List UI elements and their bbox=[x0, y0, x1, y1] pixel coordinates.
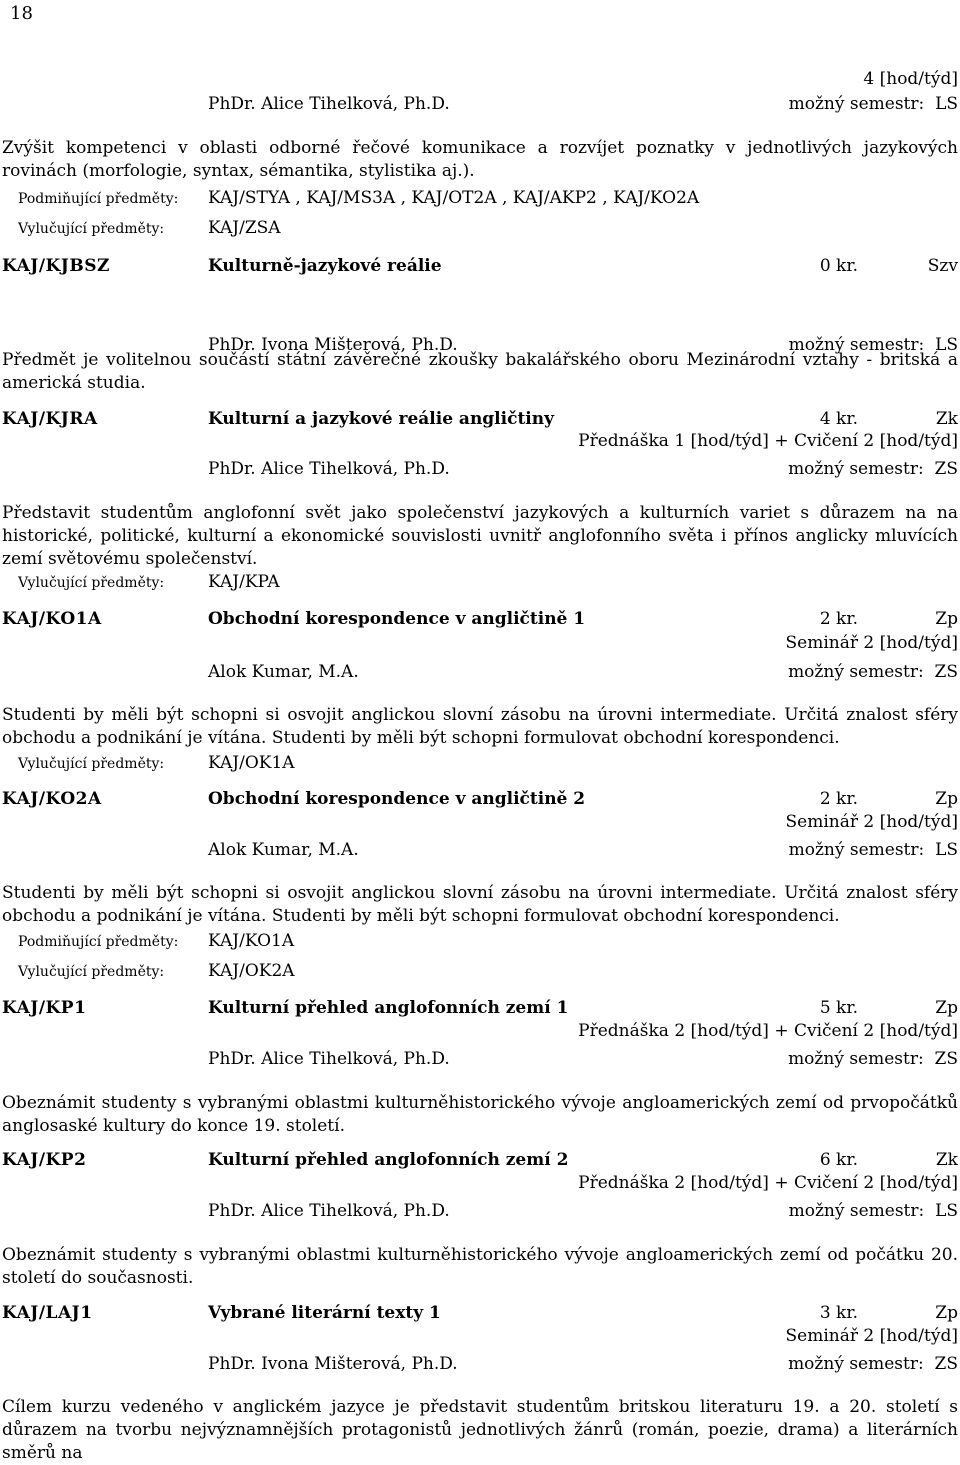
course-header bbox=[0, 788, 960, 811]
course-header bbox=[0, 997, 960, 1020]
course-header bbox=[0, 408, 960, 431]
course-credits: 3 kr. bbox=[819, 1303, 858, 1323]
course-name: Vybrané literární texty 1 bbox=[208, 1303, 441, 1323]
course-description: Cílem kurzu vedeného v anglickém jazyce je představit studentům britskou literaturu 19. a 20. století s důrazem na tvorbu nejvýznamnějších protagonistů jednotlivých žánrů (román, poezie, drama) a literárních směrů na bbox=[2, 1397, 958, 1463]
course-hours-line bbox=[0, 1172, 960, 1195]
course-hours-line bbox=[0, 1020, 960, 1043]
course-hours-line bbox=[0, 811, 960, 834]
top-excl: Vylučující předměty: KAJ/ZSA bbox=[18, 218, 281, 238]
course-code: KAJ/KP1 bbox=[2, 998, 87, 1018]
course-name: Kulturně-jazykové reálie bbox=[208, 256, 442, 276]
course-teacher-line bbox=[0, 1200, 960, 1223]
course-semester: možný semestr: LS bbox=[788, 1201, 958, 1221]
course-code: KAJ/LAJ1 bbox=[2, 1303, 93, 1323]
course-teacher-line bbox=[0, 458, 960, 481]
course-teacher: PhDr. Ivona Mišterová, Ph.D. bbox=[208, 335, 458, 355]
course-hours: Přednáška 2 [hod/týd] + Cvičení 2 [hod/týd] bbox=[578, 1021, 958, 1041]
course-header bbox=[0, 255, 960, 278]
course-prereq: Podmiňující předměty: KAJ/KO1A bbox=[18, 931, 295, 951]
course-completion: Zp bbox=[935, 609, 958, 629]
course-teacher: Alok Kumar, M.A. bbox=[208, 840, 359, 860]
course-code: KAJ/KO2A bbox=[2, 789, 102, 809]
course-credits: 0 kr. bbox=[819, 256, 858, 276]
page-number: 18 bbox=[10, 3, 33, 24]
top-hours-line bbox=[0, 68, 960, 91]
course-code: KAJ/KO1A bbox=[2, 609, 102, 629]
top-description: Zvýšit kompetenci v oblasti odborné řečové komunikace a rozvíjet poznatky v jednotlivých jazykových rovinách (morfologie, syntax, sémantika, stylistika aj.). bbox=[2, 138, 958, 181]
course-semester: možný semestr: ZS bbox=[788, 1354, 958, 1374]
course-teacher: PhDr. Alice Tihelková, Ph.D. bbox=[208, 459, 450, 479]
course-teacher: PhDr. Alice Tihelková, Ph.D. bbox=[208, 1201, 450, 1221]
course-completion: Zk bbox=[935, 1150, 958, 1170]
course-completion: Zk bbox=[935, 409, 958, 429]
course-hours: Přednáška 2 [hod/týd] + Cvičení 2 [hod/týd] bbox=[578, 1173, 958, 1193]
course-semester: možný semestr: ZS bbox=[788, 1049, 958, 1069]
course-teacher-line bbox=[0, 839, 960, 862]
course-credits: 4 kr. bbox=[819, 409, 858, 429]
course-credits: 6 kr. bbox=[819, 1150, 858, 1170]
course-excl: Vylučující předměty: KAJ/KPA bbox=[18, 572, 280, 592]
course-description: Studenti by měli být schopni si osvojit anglickou slovní zásobu na úrovni intermediate. Určitá znalost sféry obchodu a podnikání je vítána. Studenti by měli být schopni formulovat obchodní korespondenci. bbox=[2, 705, 958, 748]
course-hours-line bbox=[0, 1325, 960, 1348]
course-code: KAJ/KP2 bbox=[2, 1150, 87, 1170]
course-header bbox=[0, 1149, 960, 1172]
course-completion: Zp bbox=[935, 789, 958, 809]
course-hours-line bbox=[0, 632, 960, 655]
course-description: Obeznámit studenty s vybranými oblastmi kulturněhistorického vývoje angloamerických zemí od prvopočátků anglosaské kultury do konce 19. století. bbox=[2, 1093, 958, 1136]
course-hours-line bbox=[0, 430, 960, 453]
course-hours: Seminář 2 [hod/týd] bbox=[785, 633, 958, 653]
course-credits: 5 kr. bbox=[819, 998, 858, 1018]
course-credits: 2 kr. bbox=[819, 789, 858, 809]
course-header bbox=[0, 1302, 960, 1325]
course-teacher-line bbox=[0, 1353, 960, 1376]
course-semester: možný semestr: ZS bbox=[788, 662, 958, 682]
top-semester: možný semestr: LS bbox=[788, 94, 958, 114]
course-name: Kulturní přehled anglofonních zemí 1 bbox=[208, 998, 569, 1018]
course-hours: Přednáška 1 [hod/týd] + Cvičení 2 [hod/týd] bbox=[578, 431, 958, 451]
course-semester: možný semestr: LS bbox=[788, 840, 958, 860]
course-code: KAJ/KJBSZ bbox=[2, 256, 110, 276]
course-teacher: PhDr. Alice Tihelková, Ph.D. bbox=[208, 1049, 450, 1069]
course-excl: Vylučující předměty: KAJ/OK1A bbox=[18, 753, 295, 773]
top-teacher-line bbox=[0, 93, 960, 116]
course-hours: Seminář 2 [hod/týd] bbox=[785, 812, 958, 832]
course-name: Obchodní korespondence v angličtině 1 bbox=[208, 609, 586, 629]
top-hours: 4 [hod/týd] bbox=[863, 69, 958, 89]
course-description: Předmět je volitelnou součástí státní závěrečné zkoušky bakalářského oboru Mezinárodní vztahy - britská a americká studia. bbox=[2, 350, 958, 393]
course-credits: 2 kr. bbox=[819, 609, 858, 629]
course-hours: Seminář 2 [hod/týd] bbox=[785, 1326, 958, 1346]
course-name: Obchodní korespondence v angličtině 2 bbox=[208, 789, 586, 809]
course-completion: Zp bbox=[935, 998, 958, 1018]
course-description: Studenti by měli být schopni si osvojit anglickou slovní zásobu na úrovni intermediate. Určitá znalost sféry obchodu a podnikání je vítána. Studenti by měli být schopni formulovat obchodní korespondenci. bbox=[2, 883, 958, 926]
top-prereq: Podmiňující předměty: KAJ/STYA , KAJ/MS3A , KAJ/OT2A , KAJ/AKP2 , KAJ/KO2A bbox=[18, 188, 700, 208]
course-code: KAJ/KJRA bbox=[2, 409, 98, 429]
top-teacher: PhDr. Alice Tihelková, Ph.D. bbox=[208, 94, 450, 114]
course-semester: možný semestr: ZS bbox=[788, 459, 958, 479]
course-name: Kulturní přehled anglofonních zemí 2 bbox=[208, 1150, 569, 1170]
course-description: Obeznámit studenty s vybranými oblastmi kulturněhistorického vývoje angloamerických zemí od počátku 20. století do současnosti. bbox=[2, 1245, 958, 1288]
course-completion: Szv bbox=[927, 256, 958, 276]
course-teacher: Alok Kumar, M.A. bbox=[208, 662, 359, 682]
course-name: Kulturní a jazykové reálie angličtiny bbox=[208, 409, 555, 429]
course-description: Představit studentům anglofonní svět jako společenství jazykových a kulturních variet s důrazem na na historické, politické, kulturní a ekonomické souvislosti uvnitř anglofonního světa i přínos anglicky mluvících zemí světovému společenství. bbox=[2, 503, 958, 569]
course-teacher: PhDr. Ivona Mišterová, Ph.D. bbox=[208, 1354, 458, 1374]
course-teacher-line bbox=[0, 661, 960, 684]
course-semester: možný semestr: LS bbox=[788, 335, 958, 355]
course-completion: Zp bbox=[935, 1303, 958, 1323]
course-header bbox=[0, 608, 960, 631]
course-excl: Vylučující předměty: KAJ/OK2A bbox=[18, 961, 295, 981]
course-teacher-line bbox=[0, 1048, 960, 1071]
